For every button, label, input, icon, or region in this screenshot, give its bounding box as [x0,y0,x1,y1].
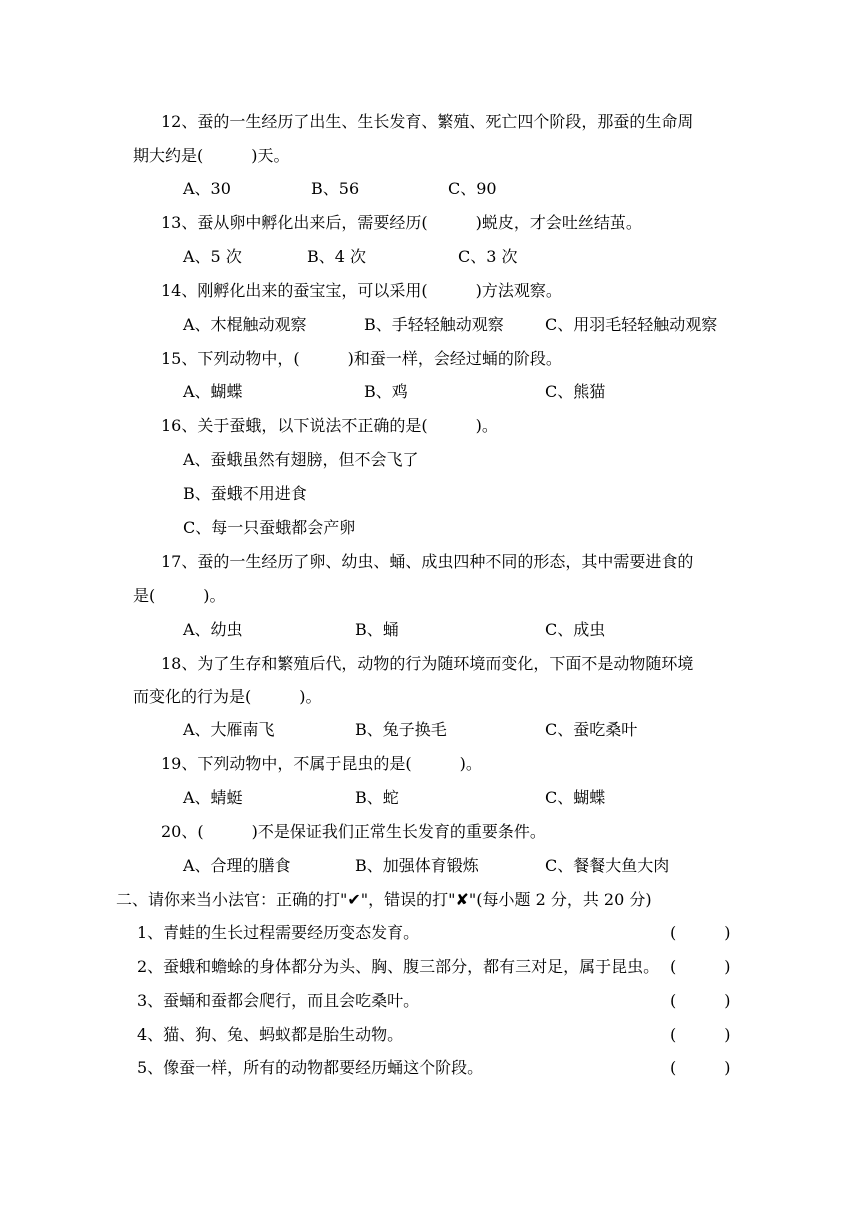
q19-option-b: B、蛇 [355,788,399,807]
question-18-line-1: 18、为了生存和繁殖后代，动物的行为随环境而变化，下面不是动物随环境 [161,654,694,673]
question-13: 13、蚕从卵中孵化出来后，需要经历( )蜕皮，才会吐丝结茧。 [161,213,642,232]
q14-option-a: A、木棍触动观察 [183,315,307,334]
question-18-line-2: 而变化的行为是( )。 [133,687,322,706]
q18-option-a: A、大雁南飞 [183,720,275,739]
judge-item-2-answer-box[interactable]: ( ) [670,957,731,976]
q20-option-a: A、合理的膳食 [183,856,291,875]
q14-option-b: B、手轻轻触动观察 [364,315,504,334]
judge-item-1-answer-box[interactable]: ( ) [670,923,731,942]
q20-option-b: B、加强体育锻炼 [355,856,479,875]
q19-option-c: C、蝴蝶 [545,788,606,807]
judge-item-2: 2、蚕蛾和蟾蜍的身体都分为头、胸、腹三部分，都有三对足，属于昆虫。 [137,957,660,976]
judge-item-4-answer-box[interactable]: ( ) [670,1025,731,1044]
q17-option-c: C、成虫 [545,620,606,639]
judge-item-5: 5、像蚕一样，所有的动物都要经历蛹这个阶段。 [137,1058,484,1077]
judge-item-4: 4、猫、狗、兔、蚂蚁都是胎生动物。 [137,1025,404,1044]
q13-option-c: C、3 次 [458,247,518,266]
q18-option-c: C、蚕吃桑叶 [545,720,638,739]
q13-option-a: A、5 次 [183,247,242,266]
q14-option-c: C、用羽毛轻轻触动观察 [545,315,718,334]
judge-item-1: 1、青蛙的生长过程需要经历变态发育。 [137,923,420,942]
q15-option-a: A、蝴蝶 [183,382,243,401]
question-20: 20、( )不是保证我们正常生长发育的重要条件。 [161,822,546,841]
q16-option-c: C、每一只蚕蛾都会产卵 [183,518,356,537]
question-19: 19、下列动物中，不属于昆虫的是( )。 [161,754,482,773]
q19-option-a: A、蜻蜓 [183,788,243,807]
judge-item-3: 3、蚕蛹和蚕都会爬行，而且会吃桑叶。 [137,991,420,1010]
question-14: 14、刚孵化出来的蚕宝宝，可以采用( )方法观察。 [161,281,562,300]
question-15: 15、下列动物中，( )和蚕一样，会经过蛹的阶段。 [161,349,562,368]
q13-option-b: B、4 次 [307,247,367,266]
q17-option-a: A、幼虫 [183,620,243,639]
question-12-line-2: 期大约是( )天。 [133,146,290,165]
q12-option-b: B、56 [311,179,360,198]
section-2-heading: 二、请你来当小法官：正确的打"✔"，错误的打"✘"(每小题 2 分，共 20 分) [116,890,652,909]
q20-option-c: C、餐餐大鱼大肉 [545,856,670,875]
judge-item-5-answer-box[interactable]: ( ) [670,1058,731,1077]
question-16: 16、关于蚕蛾，以下说法不正确的是( )。 [161,416,498,435]
q16-option-a: A、蚕蛾虽然有翅膀，但不会飞了 [183,450,419,469]
q15-option-b: B、鸡 [364,382,408,401]
judge-item-3-answer-box[interactable]: ( ) [670,991,731,1010]
q16-option-b: B、蚕蛾不用进食 [183,484,307,503]
q17-option-b: B、蛹 [355,620,399,639]
q12-option-a: A、30 [183,179,231,198]
q15-option-c: C、熊猫 [545,382,606,401]
question-17-line-1: 17、蚕的一生经历了卵、幼虫、蛹、成虫四种不同的形态，其中需要进食的 [161,552,694,571]
q18-option-b: B、兔子换毛 [355,720,447,739]
question-12-line-1: 12、蚕的一生经历了出生、生长发育、繁殖、死亡四个阶段，那蚕的生命周 [161,112,694,131]
q12-option-c: C、90 [448,179,497,198]
question-17-line-2: 是( )。 [133,586,226,605]
